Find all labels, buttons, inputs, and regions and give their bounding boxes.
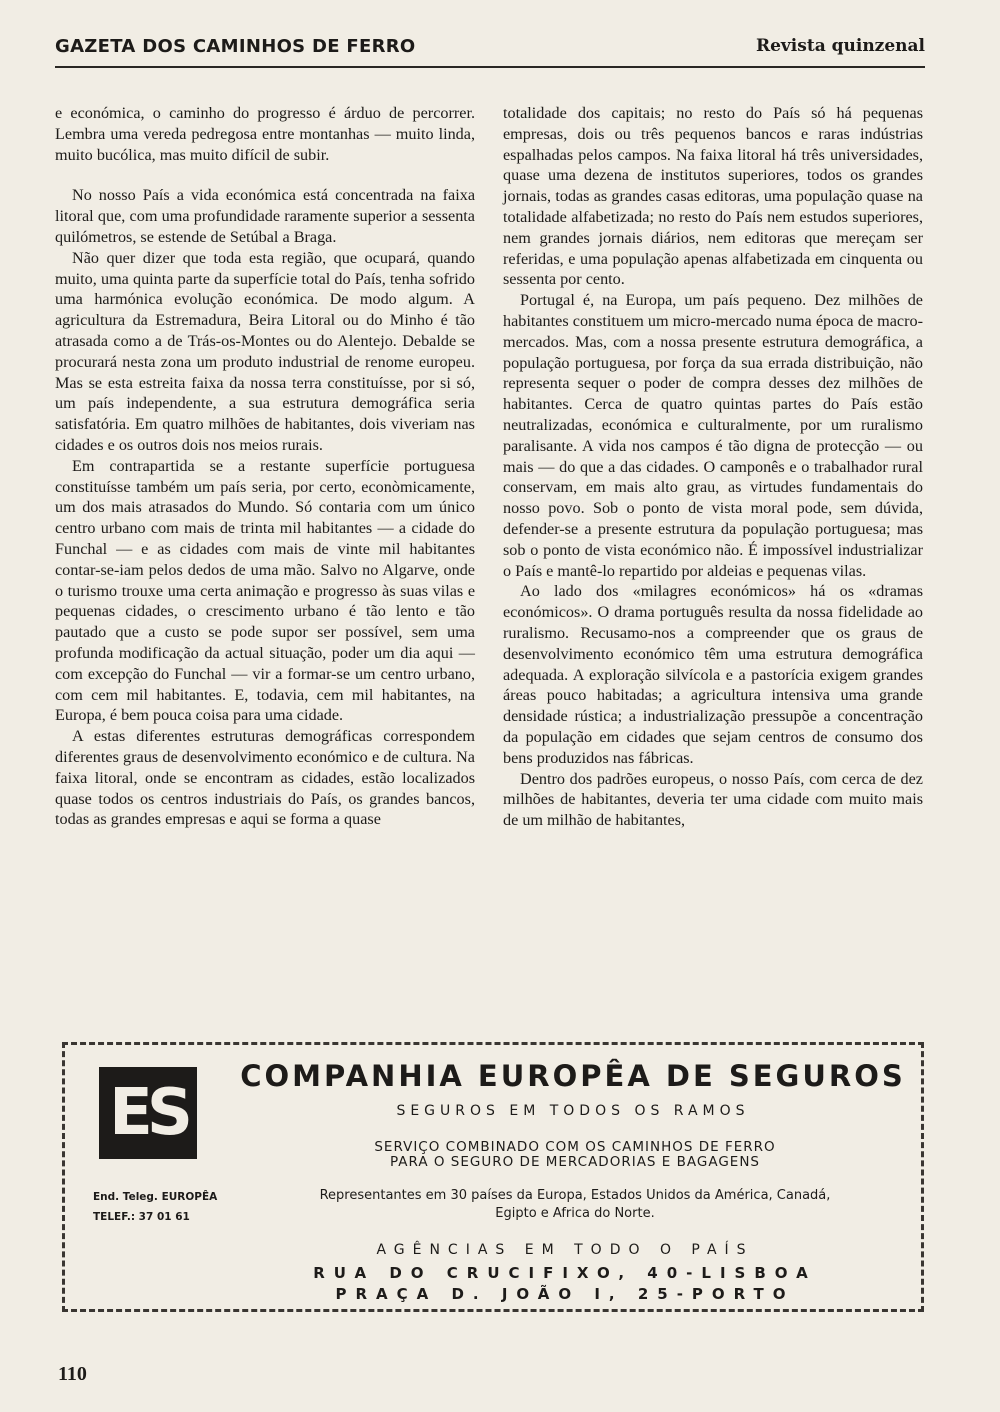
representatives-text [265, 1187, 885, 1223]
porto-address: PRAÇA D. JOÃO I, 25-PORTO [335, 1285, 795, 1303]
paragraph: Não quer dizer que toda esta região, que ocupará, quando muito, uma quinta parte da superfície total do País, tenha sofrido uma harmónica evolução económica. De modo algum. A agricultura da Estremadura, Beira Litoral ou do Minho é tão atrasada como a de Trás-os-Montes ou do Alentejo. Debalde se procurará nesta zona um produto industrial de renome europeu. Mas se esta estreita faixa da nossa terra constituísse, por si só, um país independente, a sua estrutura demográfica seria satisfatória. Em quatro milhões de habitantes, dois viveriam nas cidades e os outros dois nos meios rurais. [55, 248, 475, 454]
publication-title: GAZETA DOS CAMINHOS DE FERRO [55, 36, 416, 57]
page-number: 110 [58, 1363, 87, 1385]
ad-subtitle: SEGUROS EM TODOS OS RAMOS [396, 1103, 750, 1119]
contact-info [93, 1187, 253, 1227]
left-column [55, 103, 475, 830]
paragraph: No nosso País a vida económica está concentrada na faixa litoral que, com uma profundidade raramente superior a sessenta quilómetros, se estende de Setúbal a Braga. [55, 186, 475, 246]
page-header [55, 34, 925, 68]
paragraph: A estas diferentes estruturas demográficas correspondem diferentes graus de desenvolvimento económico e de cultura. Na faixa litoral, onde se encontram as cidades, estão localizados quase todos os centros industriais do País, os grandes bancos, todas as grandes empresas e aqui se forma a quase [55, 727, 475, 829]
telephone-number: TELEF.: 37 01 61 [93, 1211, 190, 1223]
paragraph: e económica, o caminho do progresso é árduo de percorrer. Lembra uma vereda pedregosa entre montanhas — muito linda, muito bucólica, mas muito difícil de subir. [55, 104, 475, 164]
paragraph: Em contrapartida se a restante superfície portuguesa constituísse também um país seria, por certo, econòmicamente, um dos mais atrasados do Mundo. Só contaria com um único centro urbano com mais de trinta mil habitantes — a cidade do Funchal — e as cidades com mais de vinte mil habitantes contar-se-iam pelos dedos de uma mão. Salvo no Algarve, onde o turismo trouxe uma certa animação e progresso às suas vilas e pequenas cidades, o crescimento urbano é tão lento e tão pautado que a custo se pode supor ser possível, sem uma profunda modificação da actual situação, poder um dia aqui — com excepção do Funchal — vir a formar-se um centro urbano, com cem mil habitantes. E, todavia, cem mil habitantes, na Europa, é bem pouca coisa para uma cidade. [55, 456, 475, 725]
ad-title: COMPANHIA EUROPÊA DE SEGUROS [240, 1059, 906, 1093]
telegraph-address: End. Teleg. EUROPÊA [93, 1191, 218, 1203]
right-column [503, 103, 923, 831]
publication-subtitle: Revista quinzenal [755, 36, 925, 56]
agencies-text: AGÊNCIAS EM TODO O PAÍS [376, 1242, 754, 1258]
representatives-line: Egipto e Africa do Norte. [495, 1206, 655, 1221]
insurance-advertisement [62, 1042, 924, 1312]
paragraph: totalidade dos capitais; no resto do País só há pequenas empresas, dois ou três pequenos bancos e raras indústrias espalhadas pelos campos. Na faixa litoral há três universidades, quase uma dezena de institutos superiores, todos os grandes jornais, todas as grandes casas editoras, uma população quase na totalidade alfabetizada; no resto do País nem estudos superiores, nem grandes jornais diários, nem editoras que mereçam ser referidas, e uma população apenas alfabetizada em cinquenta ou sessenta por cento. [503, 104, 923, 289]
service-text [265, 1140, 885, 1170]
paragraph: Portugal é, na Europa, um país pequeno. Dez milhões de habitantes constituem um micro-mercado numa época de macro-mercados. Mas, com a nossa presente estrutura demográfica, a população portuguesa, por força da sua errada distribuição, não representa sequer o poder de compra desses dez milhões de habitantes. Cerca de quatro quintas partes do País estão neutralizadas, económica e culturalmente, por um ruralismo paralisante. A vida nos campos é tão digna de protecção — ou mais — do que a das cidades. O camponês e o trabalhador rural conservam, em mais alto grau, as virtudes fundamentais do nosso povo. Sob o ponto de vista moral pode, sem dúvida, defender-se a presente estrutura da população portuguesa; mas sob o ponto de vista económico não. É impossível industrializar o País e mantê-lo repartido por aldeias e pequenas vilas. [503, 291, 923, 580]
company-logo: ES [99, 1067, 197, 1159]
lisbon-address: RUA DO CRUCIFIXO, 40-LISBOA [313, 1264, 817, 1282]
paragraph: Ao lado dos «milagres económicos» há os «dramas económicos». O drama português resulta da nossa fidelidade ao ruralismo. Recusamo-nos a compreender que os graus de desenvolvimento económico têm uma estrutura demográfica adequada. A exploração silvícola e a pastorícia exigem grandes áreas pouco habitadas; a agricultura intensiva uma grande densidade rústica; a industrialização pressupõe a concentração da população em cidades que sejam centros de consumo dos bens produzidos nas fábricas. [503, 582, 923, 767]
service-line: PARA O SEGURO DE MERCADORIAS E BAGAGENS [390, 1154, 760, 1170]
paragraph: Dentro dos padrões europeus, o nosso País, com cerca de dez milhões de habitantes, deveria ter uma cidade com muito mais de um milhão de habitantes, [503, 769, 923, 830]
service-line: SERVIÇO COMBINADO COM OS CAMINHOS DE FERRO [374, 1139, 776, 1155]
representatives-line: Representantes em 30 países da Europa, Estados Unidos da América, Canadá, [319, 1188, 831, 1203]
